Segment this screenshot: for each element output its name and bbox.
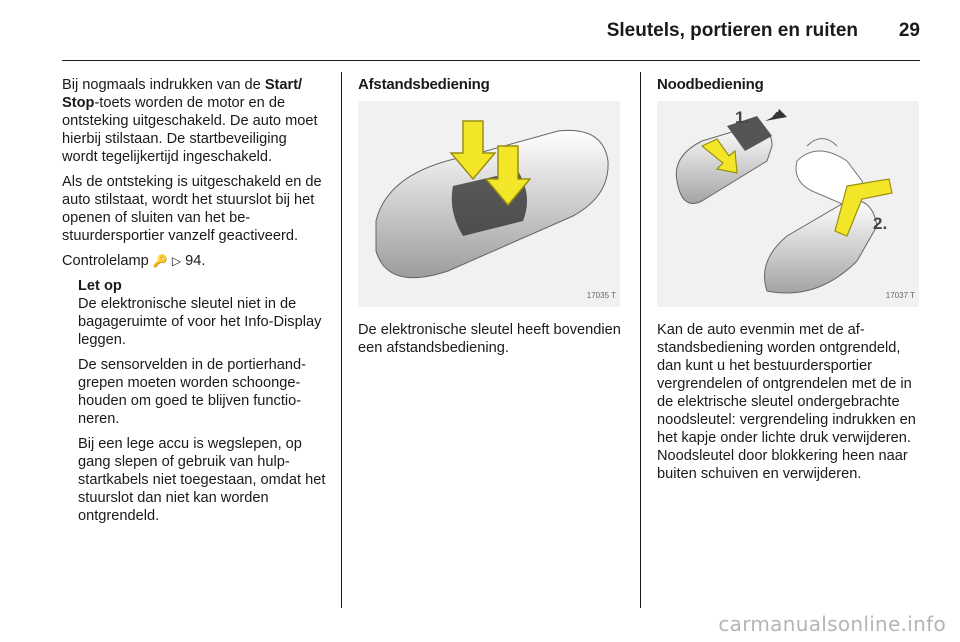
page-number: 29 bbox=[898, 20, 920, 41]
figure-code: 17037 T bbox=[885, 291, 915, 300]
column-divider-right bbox=[640, 72, 641, 608]
paragraph-remote: De elektronische sleutel heeft bovendien een afstandsbediening. bbox=[358, 322, 621, 356]
remote-key-illustration bbox=[358, 101, 620, 307]
note-paragraph-1: De elektronische sleutel niet in de bagageruimte of voor het Info-Display leggen. bbox=[78, 296, 322, 348]
page-ref-icon: ▷ bbox=[171, 254, 182, 268]
figure-label-2: 2. bbox=[873, 214, 888, 233]
figure-emergency-key bbox=[657, 101, 919, 307]
figure-remote-key bbox=[358, 101, 620, 307]
column-left bbox=[62, 76, 326, 532]
page-ref-link[interactable]: 94. bbox=[185, 253, 206, 269]
page-title: Sleutels, portieren en ruiten bbox=[606, 20, 858, 41]
note-title: Let op bbox=[78, 278, 122, 294]
paragraph-indicator-lamp: Controlelamp 🔑 ▷ 94. bbox=[62, 253, 206, 269]
figure-code: 17035 T bbox=[586, 291, 616, 300]
paragraph-start-stop: Bij nogmaals indrukken van de Start/ Stop-toets worden de motor en de ontsteking uitgeschakeld. De auto moet hierbij stilstaan. De startbeveiliging wordt tegelijkertijd ingeschakeld. bbox=[62, 77, 318, 165]
note-block bbox=[78, 277, 326, 525]
paragraph-steering-lock: Als de ontsteking is uitgeschakeld en de auto stilstaat, wordt het stuurslot bij het openen of sluiten van het bestuurdersportier vanzelf geactiveerd. bbox=[62, 174, 322, 244]
column-middle bbox=[358, 76, 624, 364]
start-stop-key-label: Start/ Stop bbox=[62, 77, 303, 111]
note-paragraph-3: Bij een lege accu is wegslepen, op gang slepen of gebruik van hulpstartkabels niet toegestaan, omdat het stuurslot dan niet kan worden ontgrendeld. bbox=[78, 436, 326, 524]
section-title-remote: Afstandsbediening bbox=[358, 76, 490, 93]
paragraph-emergency: Kan de auto evenmin met de afstandsbediening worden ontgrendeld, dan kunt u het bestuurdersportier vergrendelen of ontgrendelen met de in de elektrische sleutel ondergebrachte noodsleutel: vergrendeling indrukken en het kapje onder lichte druk verwijderen. Noodsleutel door blokkering heen naar buiten schuiven en verwijderen. bbox=[657, 322, 916, 482]
emergency-key-illustration bbox=[657, 101, 919, 307]
page-header bbox=[62, 0, 920, 61]
note-paragraph-2: De sensorvelden in de portierhandgrepen moeten worden schoongehouden om goed te blijven functioneren. bbox=[78, 357, 306, 427]
column-divider-left bbox=[341, 72, 342, 608]
watermark: carmanualsonline.info bbox=[718, 612, 946, 636]
column-right bbox=[657, 76, 923, 490]
section-title-emergency: Noodbediening bbox=[657, 76, 764, 93]
figure-label-1: 1. bbox=[735, 108, 750, 127]
key-lamp-icon: 🔑 bbox=[152, 254, 168, 268]
